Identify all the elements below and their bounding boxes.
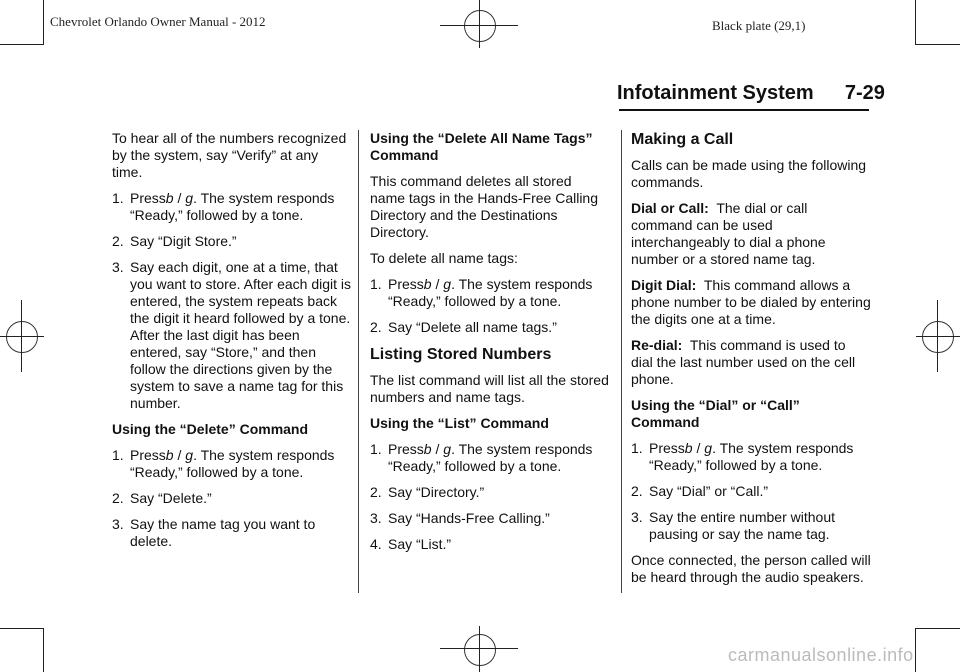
term-label: Digit Dial: bbox=[631, 277, 697, 293]
column-3 bbox=[631, 130, 871, 595]
phone-button-icon: b bbox=[684, 440, 693, 456]
list-item: 3. Say the entire number without pausing or say the name tag. bbox=[631, 509, 835, 542]
document-header-left: Chevrolet Orlando Owner Manual - 2012 bbox=[50, 14, 266, 29]
phone-button-icon: b bbox=[165, 447, 174, 463]
crop-mark bbox=[915, 44, 960, 45]
section-name: Infotainment System bbox=[617, 82, 814, 104]
voice-button-icon: g bbox=[185, 447, 194, 463]
paragraph: Dial or Call: The dial or call command can be used interchangeably to dial a phone number or a stored name tag. bbox=[631, 200, 826, 267]
section-title bbox=[617, 82, 885, 105]
crop-mark bbox=[43, 0, 44, 45]
list-item: 2. Say “Delete.” bbox=[112, 490, 212, 506]
list-item: 1. Pressb / g. The system responds “Ready,” followed by a tone. bbox=[631, 440, 854, 473]
crop-mark bbox=[0, 44, 44, 45]
list-item: 1. Pressb / g. The system responds “Ready,” followed by a tone. bbox=[370, 276, 593, 309]
subheading: Using the “Delete All Name Tags” Command bbox=[370, 130, 593, 163]
term-label: Re-dial: bbox=[631, 337, 683, 353]
section-heading: Making a Call bbox=[631, 131, 734, 148]
voice-button-icon: g bbox=[443, 441, 452, 457]
column-1 bbox=[112, 130, 352, 559]
list-item: 2. Say “Digit Store.” bbox=[112, 233, 237, 249]
term-label: Dial or Call: bbox=[631, 200, 709, 216]
plate-label: Black plate (29,1) bbox=[712, 18, 806, 33]
crop-mark bbox=[915, 0, 916, 45]
column-divider bbox=[358, 130, 359, 593]
page-number: 7-29 bbox=[844, 82, 885, 104]
list-item: 4. Say “List.” bbox=[370, 536, 452, 552]
list-item: 3. Say the name tag you want to delete. bbox=[112, 516, 316, 549]
voice-button-icon: g bbox=[185, 190, 194, 206]
paragraph: Digit Dial: This command allows a phone number to be dialed by entering the digits one at a time. bbox=[631, 277, 871, 327]
crop-mark bbox=[915, 628, 960, 629]
list-item: 3. Say each digit, one at a time, that you want to store. After each digit is entered, the system repeats back the digit it heard followed by a tone. After the last digit has been entered, say “Store,” and then follow the directions given by the system to save a name tag for this number. bbox=[112, 259, 352, 411]
intro-paragraph: To hear all of the numbers recognized by the system, say “Verify” at any time. bbox=[112, 130, 347, 180]
list-item: 1. Pressb / g. The system responds “Ready,” followed by a tone. bbox=[112, 447, 335, 480]
list-item: 2. Say “Delete all name tags.” bbox=[370, 319, 557, 335]
column-2 bbox=[370, 130, 610, 562]
phone-button-icon: b bbox=[423, 441, 432, 457]
list-item: 3. Say “Hands-Free Calling.” bbox=[370, 510, 550, 526]
paragraph: Calls can be made using the following commands. bbox=[631, 157, 867, 190]
crop-mark bbox=[0, 628, 44, 629]
phone-button-icon: b bbox=[423, 276, 432, 292]
watermark: carmanualsonline.info bbox=[728, 645, 914, 665]
crop-mark bbox=[43, 628, 44, 672]
column-divider bbox=[621, 130, 622, 593]
subheading: Using the “List” Command bbox=[370, 415, 549, 431]
paragraph: The list command will list all the stored numbers and name tags. bbox=[370, 372, 609, 405]
paragraph: Once connected, the person called will be heard through the audio speakers. bbox=[631, 552, 871, 585]
voice-button-icon: g bbox=[443, 276, 452, 292]
paragraph: This command deletes all stored name tags in the Hands-Free Calling Directory and the Destinations Directory. bbox=[370, 173, 599, 240]
title-rule bbox=[619, 109, 869, 111]
phone-button-icon: b bbox=[165, 190, 174, 206]
paragraph: Re-dial: This command is used to dial the last number used on the cell phone. bbox=[631, 337, 856, 387]
subheading: Using the “Delete” Command bbox=[112, 421, 309, 437]
voice-button-icon: g bbox=[704, 440, 713, 456]
list-item: 2. Say “Directory.” bbox=[370, 484, 485, 500]
crop-mark bbox=[915, 628, 916, 672]
list-item: 1. Pressb / g. The system responds “Ready,” followed by a tone. bbox=[112, 190, 335, 223]
subheading: Using the “Dial” or “Call” Command bbox=[631, 397, 800, 430]
paragraph: To delete all name tags: bbox=[370, 250, 518, 266]
section-heading: Listing Stored Numbers bbox=[370, 346, 552, 363]
list-item: 2. Say “Dial” or “Call.” bbox=[631, 483, 769, 499]
list-item: 1. Pressb / g. The system responds “Ready,” followed by a tone. bbox=[370, 441, 593, 474]
